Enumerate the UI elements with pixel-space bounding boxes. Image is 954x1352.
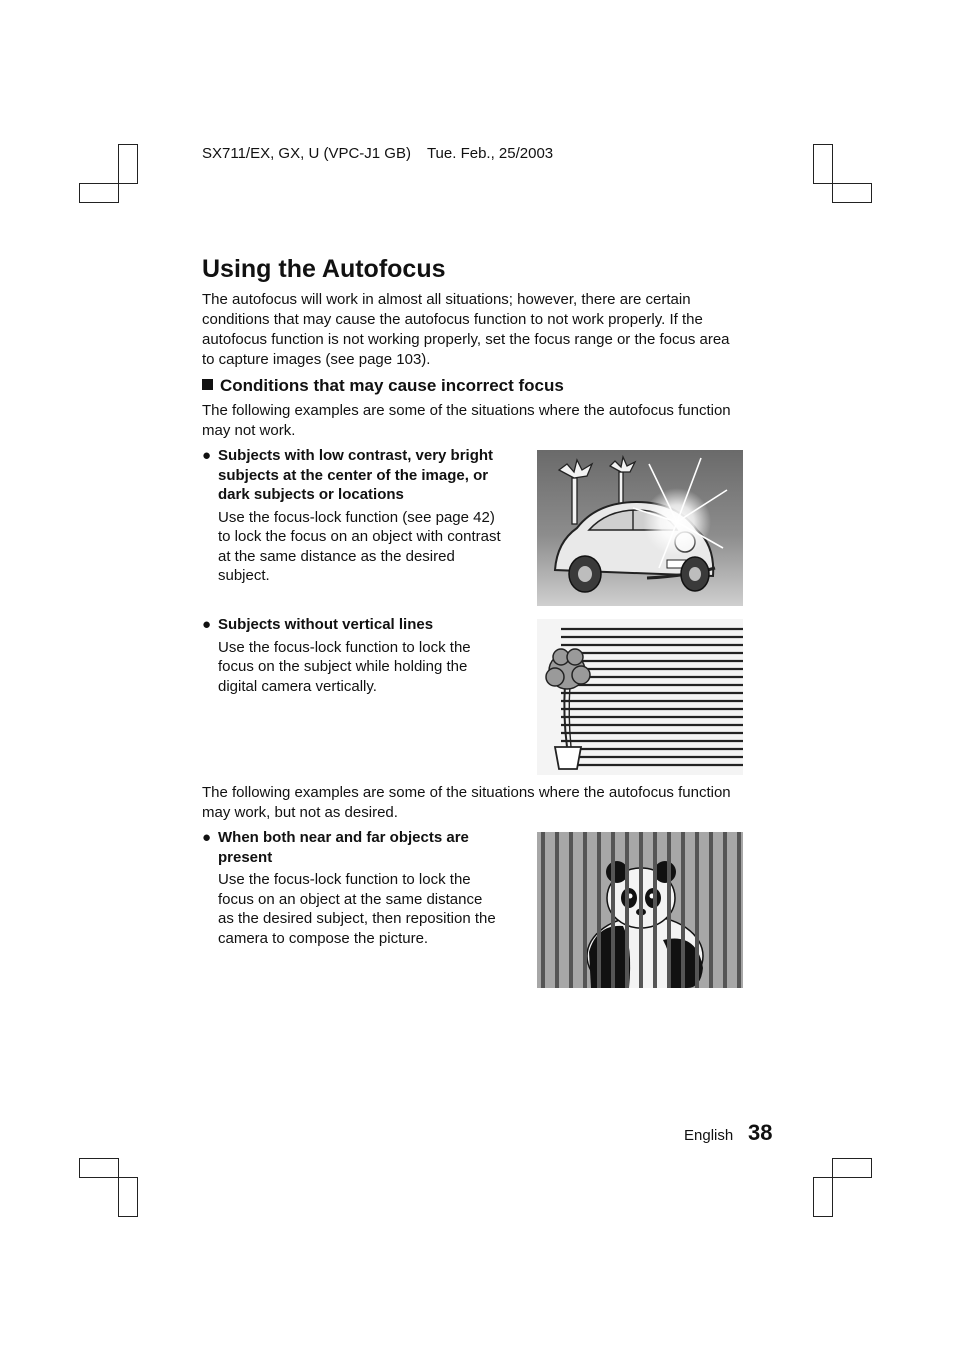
item-heading: When both near and far objects are present [218,829,469,866]
bullet-icon: ● [202,447,212,464]
print-header [202,145,553,162]
item-heading: Subjects with low contrast, very bright subjects at the center of the image, or dark subjects or locations [218,447,494,503]
crop-mark-bottom-left-horizontal [79,1158,119,1178]
section-paragraph-2: The following examples are some of the situations where the autofocus function may work, but not as desired. [202,784,731,821]
intro-paragraph: The autofocus will work in almost all situations; however, there are certain conditions that may cause the autofocus function to not work properly. If the autofocus function is not working properly, set the focus range or the focus area to capture images (see page 103). [202,291,730,368]
crop-mark-top-left-horizontal [79,183,119,203]
list-item-near-far-objects [202,828,502,948]
crop-mark-top-left-vertical [118,144,138,184]
item-body: Use the focus-lock function to lock the focus on the subject while holding the digital camera vertically. [218,638,471,695]
section-paragraph-1: The following examples are some of the situations where the autofocus function may not work. [202,402,731,439]
crop-mark-top-right-horizontal [832,183,872,203]
item-body: Use the focus-lock function (see page 42) to lock the focus on an object with contrast at the same distance as the desired subject. [218,508,501,584]
page-title: Using the Autofocus [202,255,446,283]
blinds-illustration [537,619,743,775]
crop-mark-top-right-vertical [813,144,833,184]
page-number: 38 [748,1120,773,1145]
bullet-icon: ● [202,829,212,846]
square-bullet-icon [202,379,213,390]
list-item-low-contrast [202,446,502,586]
section-heading-text: Conditions that may cause incorrect focus [220,376,564,395]
crop-mark-bottom-left-vertical [118,1177,138,1217]
car-illustration [537,450,743,606]
section-heading [202,376,564,396]
list-item-no-vertical-lines [202,615,502,696]
panda-illustration [537,832,743,988]
model-text: SX711/EX, GX, U (VPC-J1 GB) [202,145,411,162]
item-heading: Subjects without vertical lines [218,616,434,633]
bullet-icon: ● [202,616,212,633]
item-body: Use the focus-lock function to lock the focus on an object at the same distance as the desired subject, then reposition the camera to compose the picture. [218,871,496,947]
date-text: Tue. Feb., 25/2003 [426,145,554,162]
crop-mark-bottom-right-horizontal [832,1158,872,1178]
crop-mark-bottom-right-vertical [813,1177,833,1217]
footer-language: English [684,1127,734,1144]
